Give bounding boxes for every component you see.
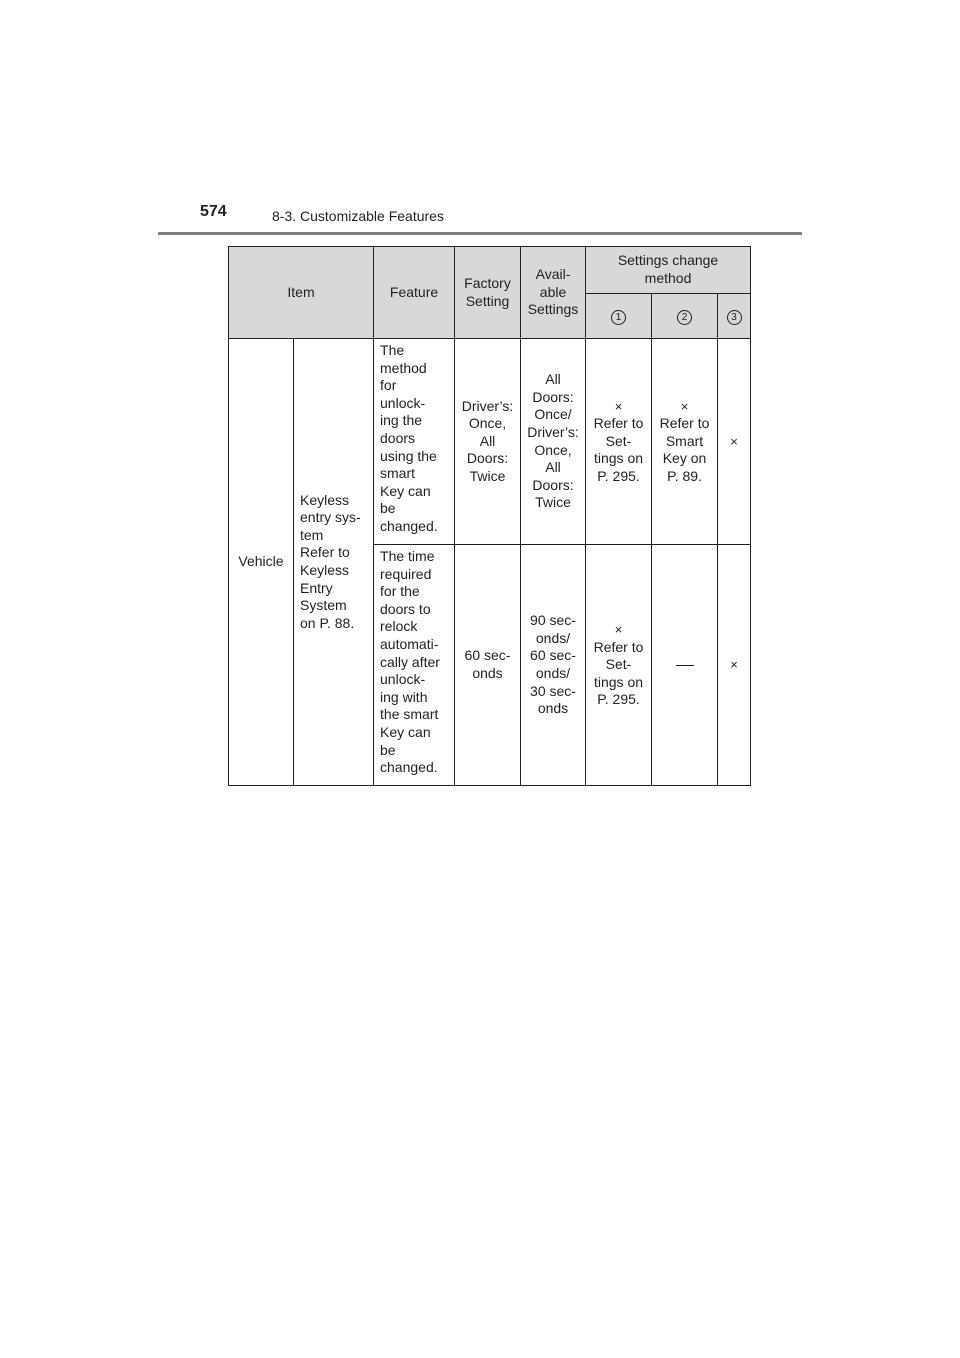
method-1-note: Refer to Set- tings on P. 295. — [593, 415, 644, 484]
feature-cell: The time required for the doors to relock automati- cally after unlock- ing with the smart Key can be changed. — [374, 545, 455, 786]
available-settings-cell: 90 sec- onds/ 60 sec- onds/ 30 sec- onds — [521, 545, 586, 786]
cross-mark-icon: × — [614, 622, 623, 638]
available-settings-cell: All Doors: Once/ Driver’s: Once, All Doors: Twice — [521, 339, 586, 545]
header-available-settings: Avail- able Settings — [521, 247, 586, 339]
table-row — [229, 339, 751, 545]
section-title: 8-3. Customizable Features — [272, 208, 444, 224]
feature-cell: The method for unlock- ing the doors using the smart Key can be changed. — [374, 339, 455, 545]
header-settings-change-method: Settings change method — [586, 247, 751, 294]
method-3-cell — [718, 545, 751, 786]
cross-mark-icon: × — [730, 433, 738, 449]
method-2-cell — [652, 545, 718, 786]
method-1-note: Refer to Set- tings on P. 295. — [593, 638, 644, 708]
customizable-features-table — [228, 246, 751, 786]
header-method-3 — [718, 294, 751, 339]
header-method-2 — [652, 294, 718, 339]
factory-setting-cell: Driver’s: Once, All Doors: Twice — [455, 339, 521, 545]
header-feature: Feature — [374, 247, 455, 339]
header-item: Item — [229, 247, 374, 339]
factory-setting-cell: 60 sec- onds — [455, 545, 521, 786]
method-1-cell — [586, 339, 652, 545]
method-1-cell — [586, 545, 652, 786]
dash-mark-icon — [676, 665, 694, 666]
circled-1-icon: 1 — [611, 310, 626, 325]
method-3-cell — [718, 339, 751, 545]
category-cell: Vehicle — [229, 339, 294, 786]
header-method-1 — [586, 294, 652, 339]
circled-2-icon: 2 — [677, 310, 692, 325]
header-factory-setting: Factory Setting — [455, 247, 521, 339]
item-cell: Keyless entry sys- tem Refer to Keyless Entry System on P. 88. — [294, 339, 374, 786]
page-number: 574 — [200, 203, 227, 220]
method-2-note: Refer to Smart Key on P. 89. — [659, 415, 710, 484]
circled-3-icon: 3 — [727, 310, 742, 325]
header-rule — [158, 232, 802, 235]
cross-mark-icon: × — [680, 398, 689, 414]
cross-mark-icon: × — [614, 398, 623, 414]
cross-mark-icon: × — [730, 657, 738, 673]
method-2-cell — [652, 339, 718, 545]
